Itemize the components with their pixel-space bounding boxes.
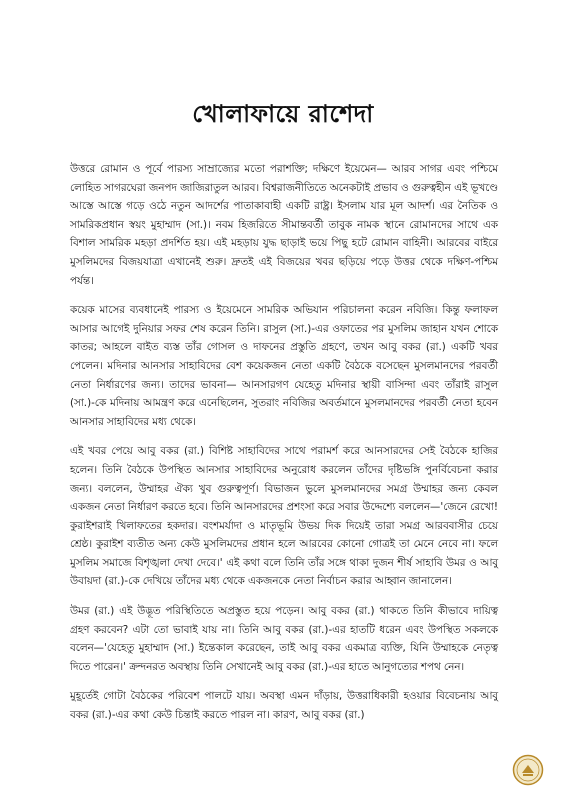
paragraph-3: এই খবর পেয়ে আবু বকর (রা.) বিশিষ্ট সাহাবিদের সাথে পরামর্শ করে আনসারদের সেই বৈঠকে হাজির হলেন। তিনি বৈঠকে উপস্থিত আনসার সাহাবিদের অনুরোধ করলেন তাঁদের দৃষ্টিভঙ্গি পুনর্বিবেচনা করার জন্য। বললেন, উম্মাহর ঐক্য খুব গুরুত্বপূর্ণ। বিভাজন ভুলে মুসলমানদের সমগ্র উম্মাহর জন্য কেবল একজন নেতা নির্ধারণ করতে হবে। তিনি আনসারদের প্রশংসা করে সবার উদ্দেশ্যে বললেন—'জেনে রেখো! কুরাইশরাই খিলাফতের হকদার। বংশমর্যাদা ও মাতৃভূমি উভয় দিক দিয়েই তারা সমগ্র আরববাসীর চেয়ে শ্রেষ্ঠ। কুরাইশ ব্যতীত অন্য কেউ মুসলিমদের প্রধান হলে আরবের কোনো গোত্রই তা মেনে নেবে না। ফলে মুসলিম সমাজে বিশৃঙ্খলা দেখা দেবে।' এই কথা বলে তিনি তাঁর সঙ্গে থাকা দুজন শীর্ষ সাহাবি উমর ও আবু উবায়দা (রা.)-কে দেখিয়ে তাঁদের মধ্য থেকে একজনকে নেতা নির্বাচন করার আহ্বান জানালেন। — [70, 445, 498, 588]
paragraph-2: কয়েক মাসের ব্যবধানেই পারস্য ও ইয়েমেনে সামরিক অভিযান পরিচালনা করেন নবিজি। কিন্তু ফলাফল আসার আগেই দুনিয়ার সফর শেষ করেন তিনি। রাসুল (সা.)-এর ওফাতের পর মুসলিম জাহান যখন শোকে কাতর; আহলে বাইত ব্যস্ত তাঁর গোসল ও দাফনের প্রস্তুতি গ্রহণে, তখন আবু বকর (রা.) একটি খবর পেলেন। মদিনার আনসার সাহাবিদের বেশ কয়েকজন নেতা একটি বৈঠকে বসেছেন মুসলমানদের পরবর্তী নেতা নির্ধারণের জন্য। তাদের ভাবনা— আনসারগণ যেহেতু মদিনার স্থায়ী বাসিন্দা এবং তাঁরাই রাসুল (সা.)-কে মদিনায় আমন্ত্রণ করে এনেছিলেন, সুতরাং নবিজির অবর্তমানে মুসলমানদের পরবর্তী নেতা হবেন আনসার সাহাবিদের মধ্য থেকে। — [70, 304, 498, 428]
paragraph-5: মুহূর্তেই গোটা বৈঠকের পরিবেশ পালটে যায়। অবস্থা এমন দাঁড়ায়, উত্তরাধিকারী হওয়ার বিবেচনায় আবু বকর (রা.)-এর কথা কেউ চিন্তাই করতে পারল না। কারণ, আবু বকর (রা.) — [70, 690, 498, 722]
paragraph-4: উমর (রা.) এই উদ্ভূত পরিস্থিতিতে অপ্রস্তুত হয়ে পড়েন। আবু বকর (রা.) থাকতে তিনি কীভাবে দায়িত্ব গ্রহণ করবেন? এটা তো ভাবাই যায় না। তিনি আবু বকর (রা.)-এর হাতটি ধরেন এবং উপস্থিত সকলকে বলেন—'যেহেতু মুহাম্মাদ (সা.) ইন্তেকাল করেছেন, তাই আবু বকর একমাত্র ব্যক্তি, যিনি উম্মাহকে নেতৃত্ব দিতে পারেন।' ক্রন্দনরত অবস্থায় তিনি সেখানেই আবু বকর (রা.)-এর হাতে আনুগত্যের শপথ নেন। — [70, 605, 498, 673]
paragraph-1: উত্তরে রোমান ও পূর্বে পারস্য সাম্রাজ্যের মতো পরাশক্তি; দক্ষিণে ইয়েমেন— আরব সাগর এবং পশ্চিমে লোহিত সাগরঘেরা জনপদ জাজিরাতুল আরব। বিশ্বরাজনীতিতে অনেকটাই প্রভাব ও গুরুত্বহীন এই ভূখণ্ডে আস্তে আস্তে গড়ে ওঠে নতুন আদর্শের পাতাকাবাহী একটি রাষ্ট্র। ইসলাম যার মূল আদর্শ। এর নৈতিক ও সামরিকপ্রধান স্বয়ং মুহাম্মাদ (সা.)। নবম হিজরিতে সীমান্তবর্তী তাবুক নামক স্থানে রোমানদের সাথে এক বিশাল সামরিক মহড়া প্রদর্শিত হয়। এই মহড়ায় যুদ্ধ ছাড়াই ভয়ে পিছু হটে রোমান বাহিনী। আরবের বাইরে মুসলিমদের বিজয়যাত্রা এখানেই শুরু। দ্রুতই এই বিজয়ের খবর ছড়িয়ে পড়ে উত্তর থেকে দক্ষিণ-পশ্চিম পর্যন্ত। — [70, 163, 498, 287]
publisher-seal-icon — [512, 754, 544, 786]
body-text — [70, 160, 498, 736]
page-title: খোলাফায়ে রাশেদা — [192, 100, 374, 128]
